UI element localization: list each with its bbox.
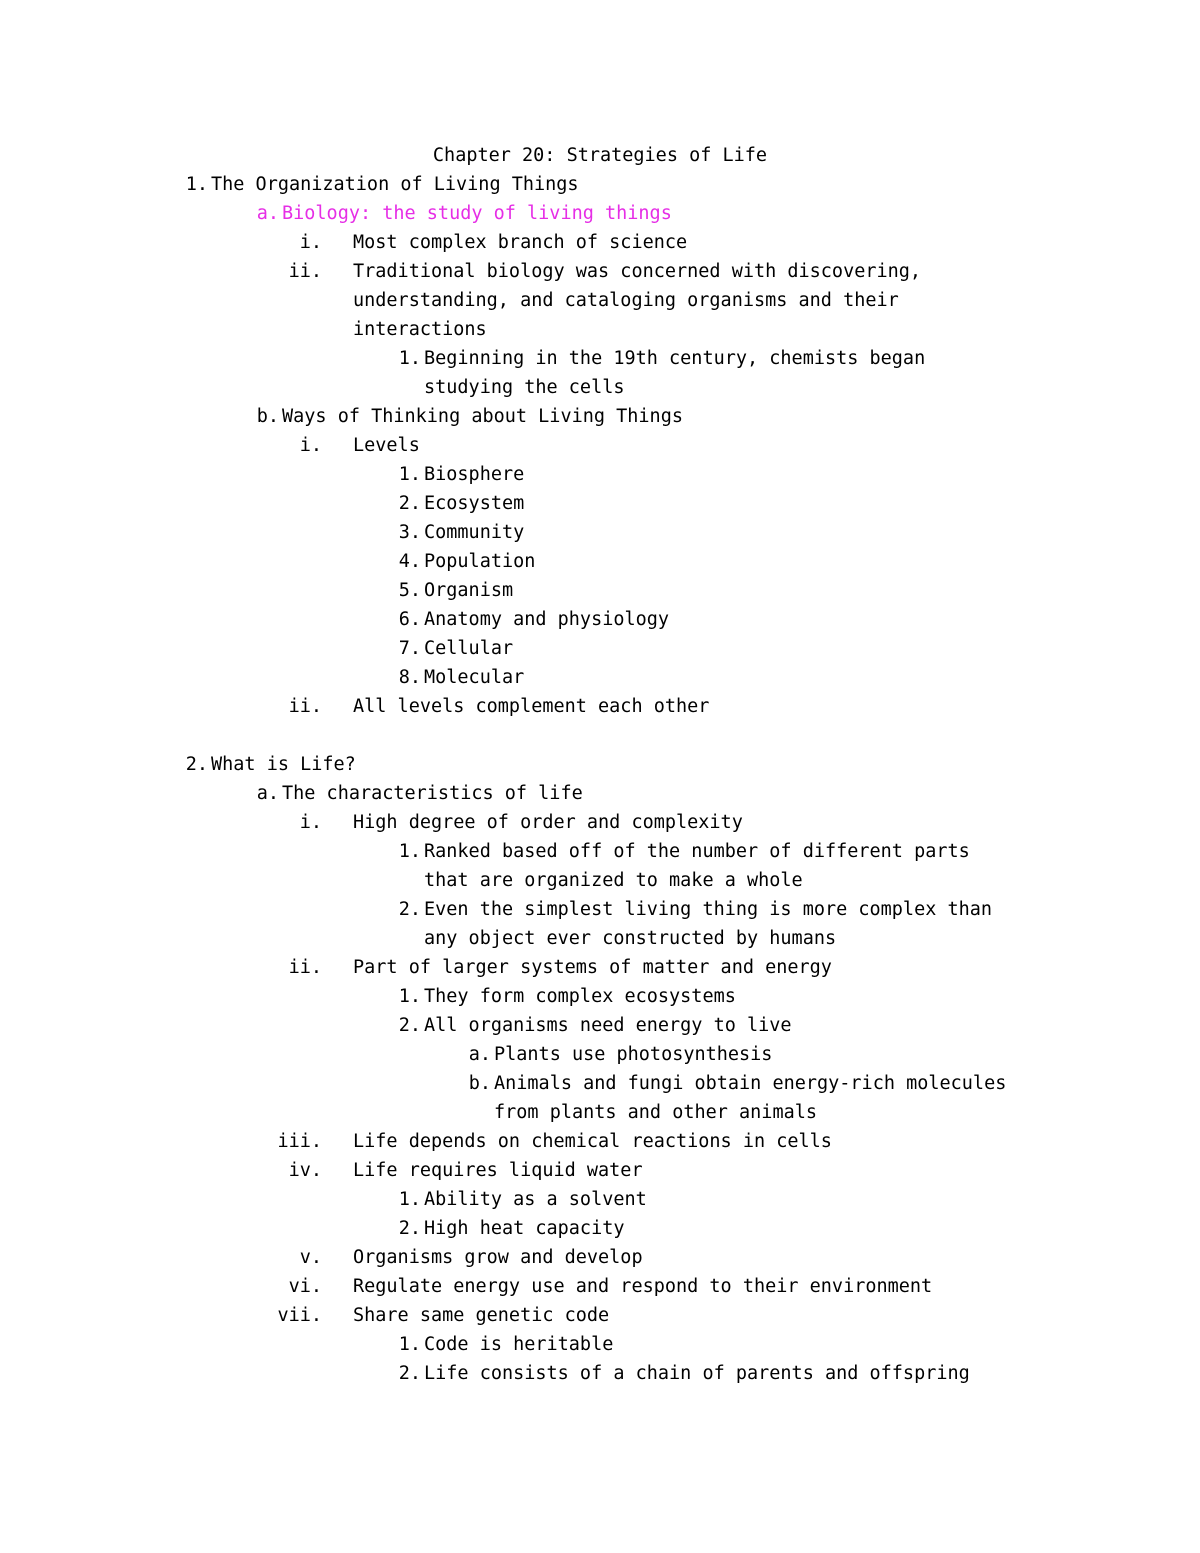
outline-line: Life requires liquid water bbox=[353, 1160, 643, 1181]
list-marker: 1. bbox=[398, 348, 421, 369]
list-marker: b. bbox=[256, 406, 279, 427]
outline-line: Ranked based off of the number of different parts bbox=[424, 841, 970, 862]
outline-line: that are organized to make a whole bbox=[424, 870, 803, 891]
outline-line: All organisms need energy to live bbox=[424, 1015, 792, 1036]
list-marker: 2. bbox=[185, 754, 208, 775]
list-marker: 2. bbox=[398, 1218, 421, 1239]
list-marker: 8. bbox=[398, 667, 421, 688]
list-marker: 2. bbox=[398, 493, 421, 514]
outline-line: Ability as a solvent bbox=[424, 1189, 647, 1210]
list-marker: a. bbox=[468, 1044, 491, 1065]
outline-line: Even the simplest living thing is more complex than bbox=[424, 899, 993, 920]
outline-line: Organisms grow and develop bbox=[353, 1247, 643, 1268]
list-marker: ii. bbox=[288, 261, 322, 282]
list-marker: 1. bbox=[398, 1189, 421, 1210]
outline-line: Regulate energy use and respond to their environment bbox=[353, 1276, 933, 1297]
outline-line: from plants and other animals bbox=[494, 1102, 818, 1123]
outline-line: Levels bbox=[353, 435, 420, 456]
outline-line: Community bbox=[424, 522, 525, 543]
list-marker: 3. bbox=[398, 522, 421, 543]
list-marker: 1. bbox=[398, 464, 421, 485]
outline-line: Part of larger systems of matter and energy bbox=[353, 957, 832, 978]
outline-line: Cellular bbox=[424, 638, 514, 659]
outline-line: Share same genetic code bbox=[353, 1305, 610, 1326]
outline-line: Anatomy and physiology bbox=[424, 609, 670, 630]
list-marker: a. bbox=[256, 783, 279, 804]
outline-line: studying the cells bbox=[424, 377, 625, 398]
list-marker: i. bbox=[299, 812, 322, 833]
list-marker: b. bbox=[468, 1073, 491, 1094]
list-marker: 1. bbox=[398, 841, 421, 862]
outline-line: Traditional biology was concerned with discovering, bbox=[353, 261, 922, 282]
list-marker: ii. bbox=[288, 957, 322, 978]
outline-line: The Organization of Living Things bbox=[211, 174, 579, 195]
list-marker: 5. bbox=[398, 580, 421, 601]
outline-line: Plants use photosynthesis bbox=[494, 1044, 773, 1065]
outline-line: All levels complement each other bbox=[353, 696, 710, 717]
outline-line: Most complex branch of science bbox=[353, 232, 688, 253]
outline-line: Biology: the study of living things bbox=[282, 203, 672, 224]
list-marker: 4. bbox=[398, 551, 421, 572]
list-marker: a. bbox=[256, 203, 279, 224]
outline-line: Code is heritable bbox=[424, 1334, 614, 1355]
outline-line: Life consists of a chain of parents and offspring bbox=[424, 1363, 970, 1384]
outline-line: High heat capacity bbox=[424, 1218, 625, 1239]
outline-line: Organism bbox=[424, 580, 514, 601]
list-marker: 1. bbox=[398, 986, 421, 1007]
outline-line: Ecosystem bbox=[424, 493, 525, 514]
list-marker: iv. bbox=[288, 1160, 322, 1181]
list-marker: 1. bbox=[185, 174, 208, 195]
list-marker: ii. bbox=[288, 696, 322, 717]
outline-line: They form complex ecosystems bbox=[424, 986, 736, 1007]
list-marker: v. bbox=[299, 1247, 322, 1268]
outline-line: Beginning in the 19th century, chemists began bbox=[424, 348, 926, 369]
outline-line: Ways of Thinking about Living Things bbox=[282, 406, 683, 427]
outline-line: Biosphere bbox=[424, 464, 525, 485]
list-marker: iii. bbox=[277, 1131, 322, 1152]
list-marker: 2. bbox=[398, 1015, 421, 1036]
outline-line: Animals and fungi obtain energy-rich molecules bbox=[494, 1073, 1007, 1094]
outline-line: Molecular bbox=[424, 667, 525, 688]
outline-line: Population bbox=[424, 551, 536, 572]
list-marker: 1. bbox=[398, 1334, 421, 1355]
list-marker: 7. bbox=[398, 638, 421, 659]
outline-line: The characteristics of life bbox=[282, 783, 583, 804]
outline-line: interactions bbox=[353, 319, 487, 340]
list-marker: i. bbox=[299, 232, 322, 253]
outline-line: Life depends on chemical reactions in cells bbox=[353, 1131, 832, 1152]
outline-line: any object ever constructed by humans bbox=[424, 928, 837, 949]
list-marker: vii. bbox=[277, 1305, 322, 1326]
outline-line: High degree of order and complexity bbox=[353, 812, 743, 833]
page-title: Chapter 20: Strategies of Life bbox=[432, 145, 768, 166]
list-marker: 6. bbox=[398, 609, 421, 630]
list-marker: vi. bbox=[288, 1276, 322, 1297]
outline-line: What is Life? bbox=[211, 754, 356, 775]
list-marker: i. bbox=[299, 435, 322, 456]
list-marker: 2. bbox=[398, 899, 421, 920]
list-marker: 2. bbox=[398, 1363, 421, 1384]
outline-line: understanding, and cataloging organisms and their bbox=[353, 290, 899, 311]
